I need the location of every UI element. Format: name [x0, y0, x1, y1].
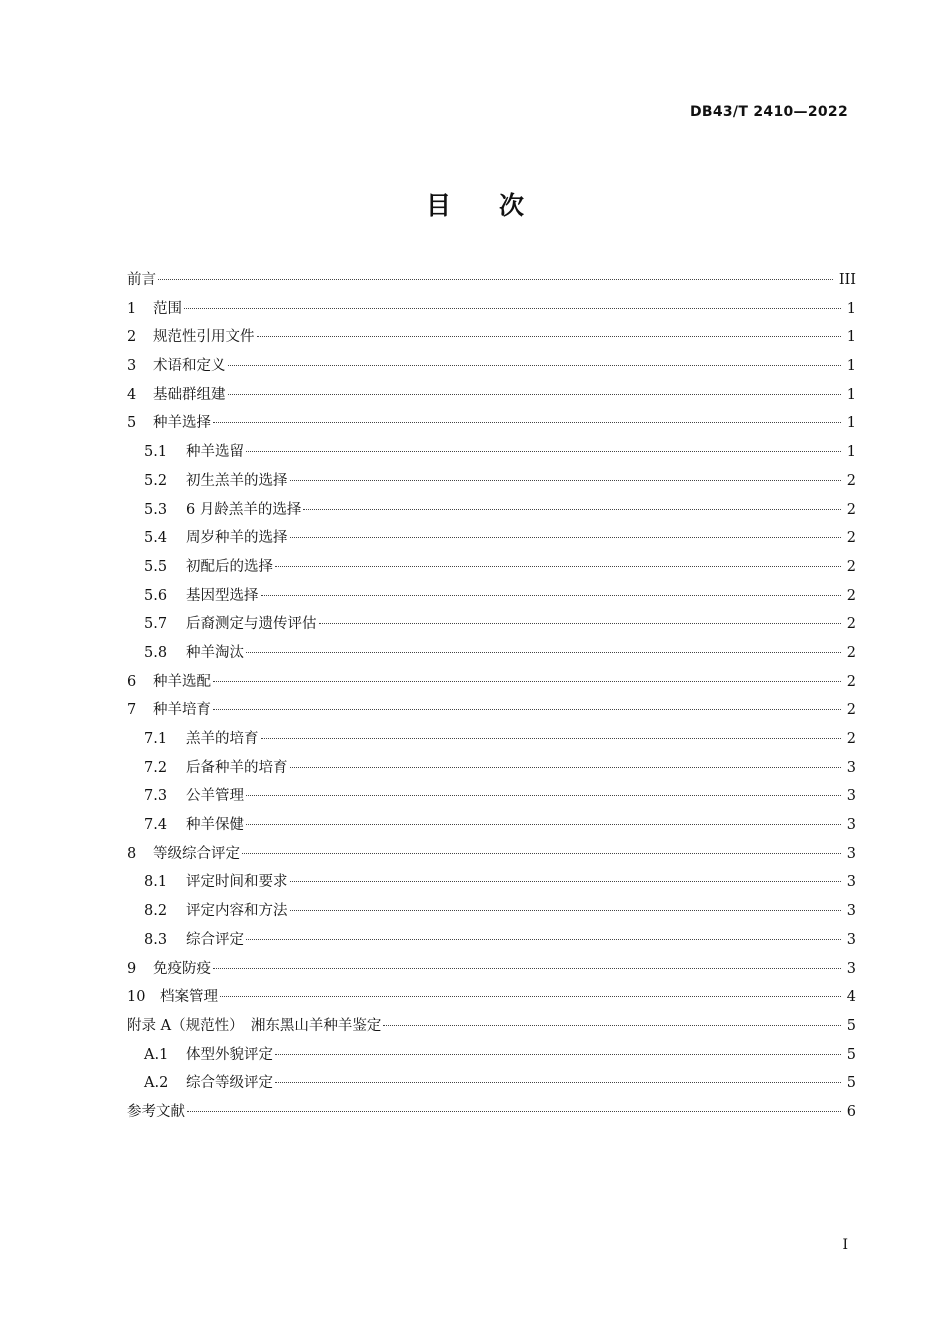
toc-entry[interactable]	[127, 467, 856, 496]
toc-entry-number: 4	[127, 386, 137, 403]
toc-entry-title: 种羊培育	[153, 702, 211, 719]
toc-leader-dots	[213, 422, 841, 423]
toc-entry-number: 5.3	[144, 501, 168, 518]
toc-title	[0, 186, 950, 222]
toc-entry[interactable]	[127, 639, 856, 668]
toc-leader-dots	[246, 795, 841, 796]
toc-entry[interactable]	[127, 725, 856, 754]
toc-entry-number: 9	[127, 960, 137, 977]
toc-entry[interactable]	[127, 266, 856, 295]
toc-entry-title: 附录 A（规范性） 湘东黑山羊种羊鉴定	[127, 1017, 382, 1034]
toc-entry[interactable]	[127, 983, 856, 1012]
toc-entry-title: 评定时间和要求	[186, 874, 288, 891]
toc-entry[interactable]	[127, 610, 856, 639]
toc-list	[127, 266, 856, 1127]
toc-entry-title: 参考文献	[127, 1103, 185, 1120]
toc-leader-dots	[228, 365, 841, 366]
toc-entry-number: 10	[127, 989, 146, 1006]
toc-entry-page: 2	[846, 558, 856, 575]
toc-entry[interactable]	[127, 811, 856, 840]
toc-entry[interactable]	[127, 553, 856, 582]
toc-entry-title: 初生羔羊的选择	[186, 472, 288, 489]
toc-entry[interactable]	[127, 582, 856, 611]
toc-entry-page: 3	[846, 817, 856, 834]
toc-entry-title: 种羊选择	[153, 415, 211, 432]
toc-entry-number: 5.4	[144, 530, 168, 547]
toc-entry-page: 2	[846, 472, 856, 489]
toc-entry-page: 5	[846, 1017, 856, 1034]
toc-entry-title: 范围	[153, 300, 182, 317]
toc-leader-dots	[319, 623, 841, 624]
toc-entry-page: 2	[846, 587, 856, 604]
toc-entry-title: 前言	[127, 272, 156, 288]
toc-entry-title: 基因型选择	[186, 587, 259, 604]
toc-entry-title: 评定内容和方法	[186, 903, 288, 920]
toc-entry-number: A.2	[144, 1075, 169, 1092]
toc-leader-dots	[228, 394, 841, 395]
toc-entry-number: 3	[127, 358, 137, 375]
toc-entry-number: 6	[127, 673, 137, 690]
toc-entry-title: 体型外貌评定	[186, 1046, 273, 1063]
toc-entry[interactable]	[127, 323, 856, 352]
toc-entry-page: 1	[846, 415, 856, 432]
toc-entry[interactable]	[127, 295, 856, 324]
toc-entry-page: 2	[846, 644, 856, 661]
toc-entry[interactable]	[127, 1041, 856, 1070]
toc-entry-title: 规范性引用文件	[153, 329, 255, 346]
toc-leader-dots	[246, 652, 841, 653]
toc-entry-number: 8.2	[144, 903, 168, 920]
toc-entry-page: 1	[846, 300, 856, 317]
toc-entry-page: 1	[846, 358, 856, 375]
toc-entry-number: 5.7	[144, 616, 168, 633]
toc-entry-title: 公羊管理	[186, 788, 244, 805]
toc-entry[interactable]	[127, 381, 856, 410]
toc-entry-title: 后备种羊的培育	[186, 759, 288, 776]
toc-entry-page: 1	[846, 386, 856, 403]
toc-leader-dots	[187, 1111, 841, 1112]
toc-entry[interactable]	[127, 868, 856, 897]
toc-entry-number: 7	[127, 702, 137, 719]
toc-entry[interactable]	[127, 496, 856, 525]
toc-entry-page: 3	[846, 759, 856, 776]
toc-entry[interactable]	[127, 696, 856, 725]
toc-entry-page: 2	[846, 731, 856, 747]
toc-entry-page: 5	[846, 1075, 856, 1092]
toc-entry-page: 2	[846, 673, 856, 690]
toc-entry-number: 7.2	[144, 759, 168, 776]
toc-entry-title: 羔羊的培育	[186, 731, 259, 747]
page-number: I	[842, 1237, 848, 1253]
toc-entry-number: 5.8	[144, 644, 168, 661]
toc-entry-number: 2	[127, 329, 137, 346]
toc-entry-number: 5.5	[144, 558, 168, 575]
toc-leader-dots	[290, 767, 841, 768]
toc-leader-dots	[290, 480, 841, 481]
toc-entry-title: 免疫防疫	[153, 960, 211, 977]
toc-entry-page: 3	[846, 960, 856, 977]
toc-entry[interactable]	[127, 352, 856, 381]
toc-entry-page: 2	[846, 530, 856, 547]
toc-title-part2: 次	[499, 191, 525, 220]
toc-entry-title: 种羊淘汰	[186, 644, 244, 661]
toc-leader-dots	[261, 738, 841, 739]
toc-entry-number: 5.6	[144, 587, 168, 604]
toc-entry-page: 3	[846, 874, 856, 891]
toc-leader-dots	[158, 279, 833, 280]
toc-entry-number: 5.1	[144, 444, 168, 461]
toc-entry-page: 6	[846, 1103, 856, 1120]
toc-leader-dots	[257, 336, 841, 337]
toc-entry-title: 种羊保健	[186, 817, 244, 834]
toc-leader-dots	[303, 509, 840, 510]
toc-entry[interactable]	[127, 782, 856, 811]
toc-entry[interactable]	[127, 926, 856, 955]
toc-entry-page: 4	[846, 989, 856, 1006]
toc-entry-title: 后裔测定与遗传评估	[186, 616, 317, 633]
toc-entry-number: 8	[127, 845, 137, 862]
toc-entry[interactable]	[127, 409, 856, 438]
toc-entry-page: 3	[846, 788, 856, 805]
toc-entry-page: 2	[846, 616, 856, 633]
toc-entry[interactable]	[127, 1069, 856, 1098]
toc-entry-number: 8.1	[144, 874, 168, 891]
toc-entry[interactable]	[127, 1012, 856, 1041]
toc-leader-dots	[246, 939, 841, 940]
toc-entry-page: 3	[846, 903, 856, 920]
toc-entry-page: 2	[846, 702, 856, 719]
toc-leader-dots	[383, 1025, 840, 1026]
toc-leader-dots	[261, 595, 841, 596]
toc-entry-number: 7.4	[144, 817, 168, 834]
toc-entry-title: 周岁种羊的选择	[186, 530, 288, 547]
toc-entry[interactable]	[127, 754, 856, 783]
toc-entry-number: 7.1	[144, 731, 168, 747]
toc-title-part1: 目	[425, 191, 451, 220]
toc-entry-number: A.1	[144, 1046, 169, 1063]
toc-entry-title: 术语和定义	[153, 358, 226, 375]
toc-entry-number: 7.3	[144, 788, 168, 805]
toc-entry-page: 1	[846, 444, 856, 461]
toc-entry[interactable]	[127, 897, 856, 926]
toc-leader-dots	[246, 451, 841, 452]
toc-entry-page: 3	[846, 931, 856, 948]
toc-entry[interactable]	[127, 955, 856, 984]
toc-entry[interactable]	[127, 1098, 856, 1127]
toc-leader-dots	[275, 1082, 841, 1083]
toc-entry[interactable]	[127, 438, 856, 467]
toc-entry[interactable]	[127, 524, 856, 553]
toc-entry-page: 5	[846, 1046, 856, 1063]
toc-entry-title: 6 月龄羔羊的选择	[186, 501, 302, 518]
toc-entry-number: 5.2	[144, 472, 168, 489]
toc-entry-page: 3	[846, 845, 856, 862]
toc-entry-title: 档案管理	[160, 989, 218, 1006]
toc-leader-dots	[275, 1054, 841, 1055]
toc-leader-dots	[213, 681, 841, 682]
toc-entry-title: 初配后的选择	[186, 558, 273, 575]
toc-leader-dots	[220, 996, 841, 997]
toc-leader-dots	[290, 910, 841, 911]
toc-entry-title: 种羊选留	[186, 444, 244, 461]
toc-entry-title: 综合评定	[186, 931, 244, 948]
toc-entry-title: 综合等级评定	[186, 1075, 273, 1092]
toc-entry-number: 8.3	[144, 931, 168, 948]
toc-leader-dots	[290, 881, 841, 882]
toc-leader-dots	[184, 308, 841, 309]
document-code: DB43/T 2410—2022	[689, 104, 848, 120]
toc-entry-number: 1	[127, 300, 137, 317]
toc-leader-dots	[246, 824, 841, 825]
toc-entry-title: 基础群组建	[153, 386, 226, 403]
toc-entry-page: III	[838, 272, 856, 288]
toc-leader-dots	[213, 968, 841, 969]
toc-leader-dots	[213, 709, 841, 710]
toc-leader-dots	[290, 537, 841, 538]
toc-entry[interactable]	[127, 668, 856, 697]
toc-entry[interactable]	[127, 840, 856, 869]
toc-leader-dots	[242, 853, 841, 854]
toc-entry-number: 5	[127, 415, 137, 432]
toc-entry-title: 种羊选配	[153, 673, 211, 690]
toc-entry-page: 1	[846, 329, 856, 346]
toc-leader-dots	[275, 566, 841, 567]
toc-entry-page: 2	[846, 501, 856, 518]
toc-entry-title: 等级综合评定	[153, 845, 240, 862]
